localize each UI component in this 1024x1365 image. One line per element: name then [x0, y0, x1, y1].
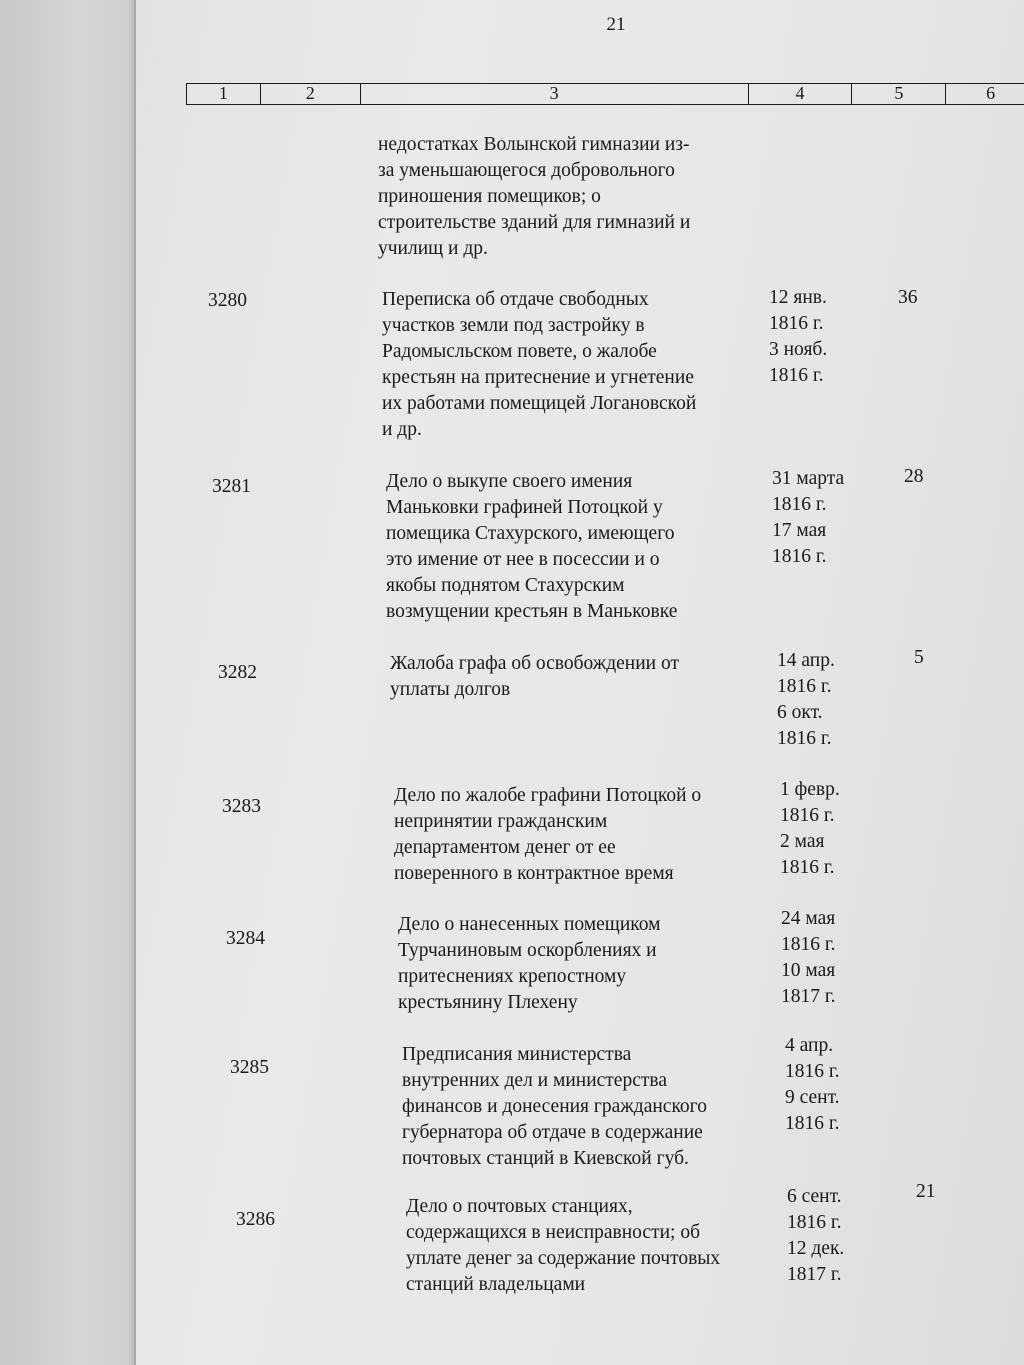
description-line: училищ и др.	[378, 238, 488, 259]
date-line: 4 апр.	[785, 1035, 834, 1056]
description-line: Дело о выкупе своего имения	[386, 471, 633, 492]
entry-number: 3282	[218, 662, 257, 683]
description-line: и др.	[382, 419, 422, 440]
date-line: 1816 г.	[772, 494, 827, 515]
gutter-edge	[134, 0, 136, 1365]
description-line: финансов и донесения гражданского	[402, 1096, 707, 1117]
continuation-description	[378, 132, 763, 262]
entry-number: 3280	[208, 290, 247, 311]
entry-description	[398, 912, 783, 1016]
entry-dates	[777, 648, 835, 752]
date-line: 1816 г.	[781, 934, 836, 955]
entry-description	[390, 651, 775, 703]
date-line: 12 дек.	[787, 1238, 845, 1259]
entry-number: 3286	[236, 1209, 275, 1230]
description-line: станций владельцами	[406, 1274, 586, 1295]
entry-description	[402, 1042, 787, 1172]
date-line: 1816 г.	[785, 1061, 840, 1082]
description-line: Дело о нанесенных помещиком	[398, 914, 661, 935]
date-line: 1816 г.	[785, 1113, 840, 1134]
date-line: 1816 г.	[780, 857, 835, 878]
date-line: 14 апр.	[777, 650, 835, 671]
description-line: Радомысльском повете, о жалобе	[382, 341, 657, 362]
entry-description	[394, 783, 779, 887]
date-line: 12 янв.	[769, 287, 827, 308]
entry-dates	[781, 906, 836, 1010]
description-line: Жалоба графа об освобождении от	[390, 653, 680, 674]
entry-sheets: 28	[904, 466, 924, 487]
date-line: 24 мая	[781, 908, 836, 929]
entry-number: 3283	[222, 796, 261, 817]
date-line: 1816 г.	[772, 546, 827, 567]
date-line: 1816 г.	[769, 313, 824, 334]
description-line: Переписка об отдаче свободных	[382, 289, 649, 310]
column-header-6: 6	[986, 83, 996, 103]
entry-sheets: 5	[914, 647, 924, 668]
date-line: 17 мая	[772, 520, 827, 541]
date-line: 10 мая	[781, 960, 836, 981]
description-line: поверенного в контрактное время	[394, 863, 674, 884]
description-line: возмущении крестьян в Маньковке	[386, 601, 678, 622]
description-line: Дело по жалобе графини Потоцкой о	[394, 785, 702, 806]
date-line: 2 мая	[780, 831, 825, 852]
description-line: Турчаниновым оскорблениях и	[398, 940, 657, 961]
description-line: Предписания министерства	[402, 1044, 632, 1065]
date-line: 1816 г.	[787, 1212, 842, 1233]
description-line: недостатках Волынской гимназии из-	[378, 134, 690, 155]
entry-dates	[785, 1033, 840, 1137]
entry-dates	[787, 1184, 844, 1288]
column-header-row	[186, 83, 1024, 105]
column-header-5: 5	[852, 84, 946, 104]
date-line: 1 февр.	[780, 779, 840, 800]
entry-number: 3281	[212, 476, 251, 497]
description-line: губернатора об отдаче в содержание	[402, 1122, 703, 1143]
description-line: участков земли под застройку в	[382, 315, 645, 336]
column-header-4: 4	[749, 84, 853, 104]
date-line: 1817 г.	[781, 986, 836, 1007]
date-line: 1816 г.	[780, 805, 835, 826]
entry-dates	[780, 777, 840, 881]
entry-dates	[769, 285, 827, 389]
entry-sheets: 36	[898, 287, 918, 308]
description-line: департаментом денег от ее	[394, 837, 616, 858]
description-line: строительстве зданий для гимназий и	[378, 212, 691, 233]
description-line: уплаты долгов	[390, 679, 511, 700]
entry-description	[406, 1194, 791, 1298]
date-line: 6 окт.	[777, 702, 823, 723]
description-line: помещика Стахурского, имеющего	[386, 523, 675, 544]
book-gutter	[0, 0, 135, 1365]
description-line: это имение от нее в посессии и о	[386, 549, 660, 570]
entry-sheets: 21	[916, 1181, 936, 1202]
description-line: приношения помещиков; о	[378, 186, 601, 207]
date-line: 31 марта	[772, 468, 845, 489]
page-number: 21	[606, 14, 626, 35]
entry-number: 3285	[230, 1057, 269, 1078]
date-line: 1817 г.	[787, 1264, 842, 1285]
description-line: притеснениях крепостному	[398, 966, 627, 987]
date-line: 1816 г.	[777, 676, 832, 697]
description-line: за уменьшающегося добровольного	[378, 160, 675, 181]
entry-dates	[772, 466, 844, 570]
entry-description	[386, 469, 771, 625]
description-line: содержащихся в неисправности; об	[406, 1222, 700, 1243]
date-line: 3 нояб.	[769, 339, 828, 360]
column-header-3: 3	[361, 84, 749, 104]
column-header-1: 1	[187, 84, 261, 104]
column-header-2: 2	[261, 84, 361, 104]
date-line: 1816 г.	[769, 365, 824, 386]
entry-number: 3284	[226, 928, 265, 949]
date-line: 6 сент.	[787, 1186, 842, 1207]
description-line: почтовых станций в Киевской губ.	[402, 1148, 689, 1169]
description-line: Маньковки графиней Потоцкой у	[386, 497, 663, 518]
description-line: их работами помещицей Логановской	[382, 393, 697, 414]
description-line: якобы поднятом Стахурским	[386, 575, 625, 596]
description-line: внутренних дел и министерства	[402, 1070, 667, 1091]
description-line: крестьян на притеснение и угнетение	[382, 367, 694, 388]
entry-description	[382, 287, 767, 443]
description-line: уплате денег за содержание почтовых	[406, 1248, 721, 1269]
description-line: крестьянину Плехену	[398, 992, 578, 1013]
date-line: 1816 г.	[777, 728, 832, 749]
description-line: Дело о почтовых станциях,	[406, 1196, 633, 1217]
date-line: 9 сент.	[785, 1087, 840, 1108]
description-line: непринятии гражданским	[394, 811, 608, 832]
